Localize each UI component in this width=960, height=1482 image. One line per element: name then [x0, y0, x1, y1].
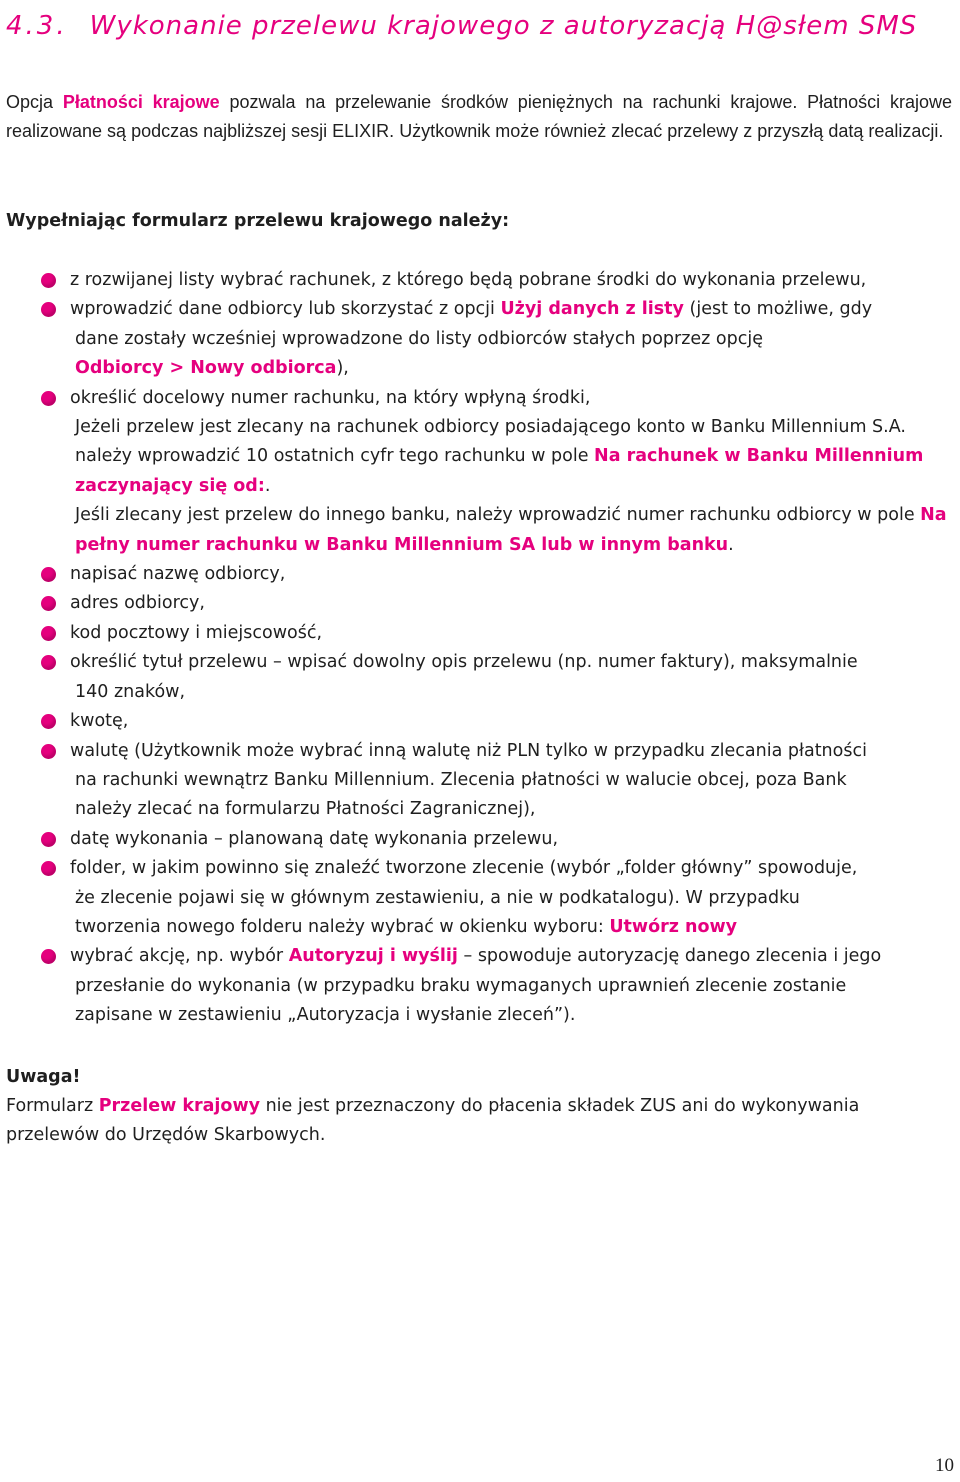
list-paragraph: [0, 413, 955, 501]
list-item: [0, 589, 955, 618]
domestic-transfer-link: Przelew krajowy: [98, 1096, 261, 1116]
note-title: Uwaga!: [6, 1067, 81, 1087]
page-number: 10: [935, 1455, 954, 1476]
bullet-icon: [41, 302, 56, 317]
list-item: [0, 942, 955, 1030]
instruction-list: [0, 266, 955, 1031]
new-recipient-option: Odbiorcy > Nowy odbiorca: [75, 358, 337, 379]
section-heading: [6, 8, 956, 44]
item-text: wybrać akcję, np. wybór: [70, 946, 289, 967]
item-text: określić docelowy numer rachunku, na który wpłyną środki,: [70, 387, 591, 408]
note-paragraph: [6, 1092, 952, 1151]
item-text: Jeżeli przelew jest zlecany na rachunek odbiorcy posiadającego konto w Banku Millennium S.A. należy wprowadzić 10 ostatnich cyfr tego rachunku w pole: [75, 417, 906, 467]
item-text: kod pocztowy i miejscowość,: [70, 622, 323, 643]
lead-text: Wypełniając formularz przelewu krajowego należy:: [6, 211, 510, 231]
note-text: Formularz: [6, 1096, 99, 1116]
item-text: kwotę,: [70, 711, 129, 732]
item-text: (jest to możliwe, gdy: [683, 299, 873, 320]
list-item: [0, 737, 955, 825]
item-text: adres odbiorcy,: [70, 593, 205, 614]
list-item: [0, 707, 955, 736]
millennium-account-field: Na rachunek w Banku Millennium zaczynający się od:: [75, 446, 924, 496]
use-list-data-option: Użyj danych z listy: [500, 299, 684, 320]
item-text: folder, w jakim powinno się znaleźć tworzone zlecenie (wybór „folder główny” spowoduje,: [70, 858, 858, 879]
list-paragraph: [0, 501, 955, 560]
authorize-and-send-option: Autoryzuj i wyślij: [288, 946, 458, 967]
bullet-icon: [41, 273, 56, 288]
bullet-icon: [41, 567, 56, 582]
list-item: [0, 825, 955, 854]
bullet-icon: [41, 861, 56, 876]
list-item: [0, 648, 955, 707]
list-item: [0, 266, 955, 295]
item-text: dane zostały wcześniej wprowadzone do listy odbiorców stałych poprzez opcję: [75, 328, 763, 349]
payments-link: Płatności krajowe: [62, 92, 220, 112]
list-item: [0, 854, 955, 942]
item-text: walutę (Użytkownik może wybrać inną walutę niż PLN tylko w przypadku zlecania płatności: [70, 740, 867, 761]
intro-text-2: pozwala na przelewanie środków pieniężnych na rachunki krajowe. Płatności krajowe realizowane są podczas najbliższej sesji ELIXIR. Użytkownik może również zlecać przelewy z przyszłą datą realizacji.: [6, 92, 952, 142]
item-text: tworzenia nowego folderu należy wybrać w okienku wyboru:: [75, 916, 610, 937]
item-text: napisać nazwę odbiorcy,: [70, 564, 286, 585]
list-item: [0, 560, 955, 589]
bullet-icon: [41, 714, 56, 729]
item-text: – spowoduje autoryzację danego zlecenia i jego: [457, 946, 882, 967]
create-new-folder-option: Utwórz nowy: [609, 916, 738, 937]
bullet-icon: [41, 832, 56, 847]
item-continuation: że zlecenie pojawi się w głównym zestawieniu, a nie w podkatalogu). W przypadku: [75, 887, 800, 908]
item-continuation: [70, 325, 949, 384]
bullet-icon: [41, 744, 56, 759]
item-text: .: [264, 475, 271, 496]
item-continuation: [70, 913, 949, 942]
list-item: [0, 384, 955, 413]
item-continuation: na rachunki wewnątrz Banku Millennium. Zlecenia płatności w walucie obcej, poza Bank: [75, 769, 847, 790]
item-text: datę wykonania – planowaną datę wykonania przelewu,: [70, 828, 559, 849]
intro-paragraph: [6, 88, 952, 147]
bullet-icon: [41, 655, 56, 670]
item-text: określić tytuł przelewu – wpisać dowolny opis przelewu (np. numer faktury), maksymalnie: [70, 652, 858, 673]
item-continuation: przesłanie do wykonania (w przypadku braku wymaganych uprawnień zlecenie zostanie: [75, 975, 847, 996]
item-continuation: należy zlecać na formularzu Płatności Zagranicznej),: [75, 799, 536, 820]
item-text: Jeśli zlecany jest przelew do innego banku, należy wprowadzić numer rachunku odbiorcy w pole: [75, 505, 921, 526]
list-item: [0, 295, 955, 383]
full-account-field: Na pełny numer rachunku w Banku Millennium SA lub w innym banku: [75, 505, 947, 555]
item-continuation: 140 znaków,: [75, 681, 186, 702]
item-text: ),: [336, 358, 349, 379]
intro-text: Opcja: [6, 92, 63, 112]
bullet-icon: [41, 391, 56, 406]
list-item: [0, 619, 955, 648]
note-text-2: nie jest przeznaczony do płacenia składek ZUS ani do wykonywania przelewów do Urzędów Skarbowych.: [6, 1096, 860, 1146]
item-text: wprowadzić dane odbiorcy lub skorzystać z opcji: [70, 299, 501, 320]
item-continuation: zapisane w zestawieniu „Autoryzacja i wysłanie zleceń”).: [75, 1005, 576, 1026]
item-text: z rozwijanej listy wybrać rachunek, z którego będą pobrane środki do wykonania przelewu,: [70, 270, 867, 290]
section-title: Wykonanie przelewu krajowego z autoryzacją H@słem SMS: [89, 11, 918, 41]
bullet-icon: [41, 596, 56, 611]
bullet-icon: [41, 949, 56, 964]
item-text: .: [728, 534, 734, 555]
bullet-icon: [41, 626, 56, 641]
section-number: 4.3.: [6, 11, 68, 41]
